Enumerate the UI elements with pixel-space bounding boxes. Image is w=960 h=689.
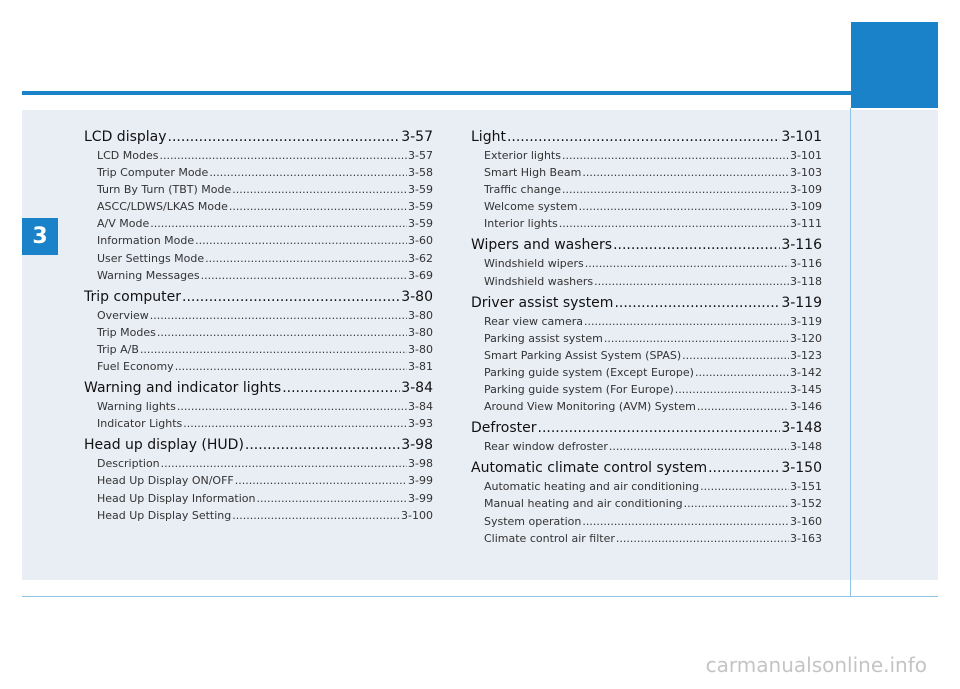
dot-leader — [582, 513, 789, 530]
toc-entry-title: Indicator Lights — [97, 417, 183, 431]
toc-entry-title: Driver assist system — [471, 294, 614, 311]
toc-section-heading[interactable] — [84, 287, 433, 307]
toc-entry-title: Around View Monitoring (AVM) System — [484, 400, 696, 414]
toc-section-heading[interactable] — [84, 127, 433, 147]
dot-leader — [182, 287, 400, 307]
dot-leader — [201, 267, 407, 284]
toc-entry-title: Head Up Display Information — [97, 491, 256, 505]
toc-page-number: 3-150 — [781, 460, 822, 477]
dot-leader — [232, 507, 400, 524]
toc-entry-title: Turn By Turn (TBT) Mode — [97, 183, 232, 197]
toc-section-heading[interactable] — [84, 435, 433, 455]
toc-sub-entry[interactable] — [84, 472, 433, 489]
toc-sub-entry[interactable] — [84, 490, 433, 507]
toc-sub-entry[interactable] — [84, 415, 433, 432]
toc-page-number: 3-118 — [790, 274, 822, 288]
toc-page-number: 3-160 — [790, 514, 822, 528]
watermark: carmanualsonline.info — [705, 653, 927, 677]
dot-leader — [195, 232, 407, 249]
dot-leader — [507, 127, 780, 147]
dot-leader — [582, 164, 789, 181]
dot-leader — [695, 364, 789, 381]
toc-entry-title: Automatic heating and air conditioning — [484, 480, 700, 494]
dot-leader — [175, 358, 407, 375]
toc-page-number: 3-84 — [401, 380, 433, 397]
dot-leader — [562, 181, 789, 198]
header-rule — [22, 91, 938, 95]
dot-leader — [584, 313, 789, 330]
toc-sub-entry[interactable] — [84, 181, 433, 198]
toc-section-heading[interactable] — [471, 127, 822, 147]
toc-entry-title: Parking guide system (Except Europe) — [484, 365, 694, 379]
dot-leader — [282, 378, 400, 398]
toc-entry-title: Trip A/B — [97, 342, 139, 356]
toc-page-number: 3-59 — [408, 183, 433, 197]
toc-entry-title: Overview — [97, 308, 149, 322]
dot-leader — [684, 495, 789, 512]
toc-sub-entry[interactable] — [471, 530, 822, 547]
toc-sub-entry[interactable] — [84, 358, 433, 375]
toc-sub-entry[interactable] — [471, 398, 822, 415]
toc-page-number: 3-93 — [408, 417, 433, 431]
toc-page-number: 3-81 — [408, 360, 433, 374]
dot-leader — [616, 530, 789, 547]
toc-page-number: 3-148 — [790, 440, 822, 454]
toc-page-number: 3-80 — [401, 288, 433, 305]
toc-sub-entry[interactable] — [471, 273, 822, 290]
toc-sub-entry[interactable] — [471, 313, 822, 330]
dot-leader — [257, 490, 408, 507]
toc-entry-title: Smart Parking Assist System (SPAS) — [484, 348, 682, 362]
footer-rule — [22, 596, 938, 597]
toc-page-number: 3-152 — [790, 497, 822, 511]
toc-page-number: 3-116 — [790, 257, 822, 271]
toc-entry-title: A/V Mode — [97, 217, 150, 231]
toc-page-number: 3-109 — [790, 200, 822, 214]
toc-right-column — [471, 124, 822, 547]
toc-entry-title: Defroster — [471, 420, 537, 437]
toc-sub-entry[interactable] — [471, 164, 822, 181]
toc-page-number: 3-99 — [408, 474, 433, 488]
dot-leader — [245, 435, 400, 455]
toc-entry-title: Manual heating and air conditioning — [484, 497, 683, 511]
toc-page-number: 3-103 — [790, 166, 822, 180]
toc-sub-entry[interactable] — [471, 513, 822, 530]
toc-entry-title: Warning lights — [97, 400, 176, 414]
toc-entry-title: Rear view camera — [484, 314, 584, 328]
toc-section-heading[interactable] — [84, 378, 433, 398]
toc-sub-entry[interactable] — [471, 330, 822, 347]
toc-entry-title: Windshield wipers — [484, 257, 584, 271]
toc-sub-entry[interactable] — [471, 381, 822, 398]
dot-leader — [675, 381, 789, 398]
toc-entry-title: Trip computer — [84, 288, 181, 305]
dot-leader — [609, 438, 789, 455]
toc-entry-title: Description — [97, 457, 160, 471]
dot-leader — [594, 273, 789, 290]
toc-entry-title: Interior lights — [484, 217, 558, 231]
dot-leader — [159, 147, 407, 164]
toc-entry-title: Parking guide system (For Europe) — [484, 383, 674, 397]
toc-sub-entry[interactable] — [84, 341, 433, 358]
toc-entry-title: Head up display (HUD) — [84, 437, 244, 454]
dot-leader — [177, 398, 407, 415]
dot-leader — [538, 418, 781, 438]
dot-leader — [697, 398, 789, 415]
toc-sub-entry[interactable] — [84, 507, 433, 524]
toc-sub-entry[interactable] — [84, 147, 433, 164]
toc-page-number: 3-98 — [408, 457, 433, 471]
toc-page-number: 3-116 — [781, 237, 822, 254]
toc-sub-entry[interactable] — [471, 198, 822, 215]
toc-sub-entry[interactable] — [84, 164, 433, 181]
toc-page-number: 3-80 — [408, 308, 433, 322]
dot-leader — [700, 478, 789, 495]
toc-page-number: 3-60 — [408, 234, 433, 248]
toc-page-number: 3-57 — [401, 129, 433, 145]
toc-section-heading[interactable] — [471, 458, 822, 478]
toc-entry-title: LCD display — [84, 129, 167, 145]
toc-sub-entry[interactable] — [84, 232, 433, 249]
dot-leader — [157, 324, 407, 341]
dot-leader — [613, 235, 780, 255]
toc-sub-entry[interactable] — [84, 215, 433, 232]
toc-page-number: 3-101 — [790, 149, 822, 162]
toc-page-number: 3-98 — [401, 437, 433, 454]
toc-entry-title: LCD Modes — [97, 149, 159, 162]
dot-leader — [579, 198, 789, 215]
toc-entry-title: Traffic change — [484, 183, 562, 197]
toc-section-heading[interactable] — [471, 293, 822, 313]
toc-page-number: 3-101 — [781, 129, 822, 145]
toc-entry-title: Climate control air filter — [484, 531, 615, 545]
dot-leader — [161, 455, 407, 472]
toc-page-number: 3-148 — [781, 420, 822, 437]
toc-entry-title: Fuel Economy — [97, 360, 174, 374]
toc-sub-entry[interactable] — [84, 198, 433, 215]
toc-sub-entry[interactable] — [471, 255, 822, 272]
toc-entry-title: Light — [471, 129, 506, 145]
chapter-tab — [851, 22, 938, 108]
toc-sub-entry[interactable] — [84, 267, 433, 284]
toc-entry-title: Rear window defroster — [484, 440, 608, 454]
dot-leader — [559, 215, 789, 232]
dot-leader — [708, 458, 780, 478]
toc-sub-entry[interactable] — [84, 250, 433, 267]
toc-sub-entry[interactable] — [471, 147, 822, 164]
dot-leader — [232, 181, 407, 198]
toc-entry-title: Welcome system — [484, 200, 578, 214]
toc-page-number: 3-59 — [408, 200, 433, 214]
toc-page-number: 3-142 — [790, 365, 822, 379]
chapter-number-badge: 3 — [22, 218, 58, 255]
toc-sub-entry[interactable] — [84, 455, 433, 472]
toc-entry-title: Trip Computer Mode — [97, 166, 209, 180]
toc-page-number: 3-99 — [408, 491, 433, 505]
toc-entry-title: Trip Modes — [97, 325, 156, 339]
toc-entry-title: Warning Messages — [97, 268, 200, 282]
dot-leader — [229, 198, 407, 215]
toc-sub-entry[interactable] — [471, 215, 822, 232]
toc-sub-entry[interactable] — [84, 324, 433, 341]
toc-entry-title: Exterior lights — [484, 149, 561, 162]
toc-page-number: 3-58 — [408, 166, 433, 180]
toc-page-number: 3-163 — [790, 531, 822, 545]
side-divider — [850, 108, 851, 596]
toc-page-number: 3-100 — [401, 508, 433, 522]
toc-sub-entry[interactable] — [471, 364, 822, 381]
toc-page-number: 3-80 — [408, 342, 433, 356]
toc-sub-entry[interactable] — [84, 398, 433, 415]
toc-page-number: 3-146 — [790, 400, 822, 414]
toc-sub-entry[interactable] — [471, 478, 822, 495]
toc-section-heading[interactable] — [471, 235, 822, 255]
toc-page-number: 3-84 — [408, 400, 433, 414]
toc-page-number: 3-151 — [790, 480, 822, 494]
toc-sub-entry[interactable] — [471, 347, 822, 364]
toc-entry-title: User Settings Mode — [97, 251, 205, 265]
toc-entry-title: System operation — [484, 514, 582, 528]
toc-entry-title: Parking assist system — [484, 331, 603, 345]
toc-section-heading[interactable] — [471, 418, 822, 438]
toc-page-number: 3-119 — [781, 294, 822, 311]
dot-leader — [614, 293, 780, 313]
dot-leader — [235, 472, 407, 489]
toc-page-number: 3-62 — [408, 251, 433, 265]
toc-sub-entry[interactable] — [84, 307, 433, 324]
dot-leader — [682, 347, 789, 364]
dot-leader — [168, 127, 401, 147]
toc-page-number: 3-69 — [408, 268, 433, 282]
dot-leader — [205, 250, 407, 267]
toc-page-number: 3-111 — [790, 217, 822, 231]
toc-page-number: 3-80 — [408, 325, 433, 339]
toc-page-number: 3-145 — [790, 383, 822, 397]
dot-leader — [183, 415, 407, 432]
toc-sub-entry[interactable] — [471, 181, 822, 198]
dot-leader — [585, 255, 789, 272]
toc-entry-title: Information Mode — [97, 234, 195, 248]
toc-page-number: 3-123 — [790, 348, 822, 362]
toc-page-number: 3-119 — [790, 314, 822, 328]
toc-entry-title: Windshield washers — [484, 274, 594, 288]
dot-leader — [140, 341, 407, 358]
toc-page-number: 3-120 — [790, 331, 822, 345]
dot-leader — [604, 330, 789, 347]
toc-entry-title: Automatic climate control system — [471, 460, 708, 477]
toc-entry-title: ASCC/LDWS/LKAS Mode — [97, 200, 228, 214]
toc-page-number: 3-57 — [408, 149, 433, 162]
toc-left-column — [84, 124, 433, 524]
dot-leader — [562, 147, 789, 164]
toc-entry-title: Wipers and washers — [471, 237, 613, 254]
toc-entry-title: Smart High Beam — [484, 166, 582, 180]
dot-leader — [150, 307, 407, 324]
toc-entry-title: Head Up Display ON/OFF — [97, 474, 234, 488]
toc-page-number: 3-59 — [408, 217, 433, 231]
toc-sub-entry[interactable] — [471, 495, 822, 512]
dot-leader — [150, 215, 407, 232]
dot-leader — [209, 164, 407, 181]
toc-page-number: 3-109 — [790, 183, 822, 197]
toc-entry-title: Warning and indicator lights — [84, 380, 282, 397]
toc-entry-title: Head Up Display Setting — [97, 508, 232, 522]
toc-sub-entry[interactable] — [471, 438, 822, 455]
